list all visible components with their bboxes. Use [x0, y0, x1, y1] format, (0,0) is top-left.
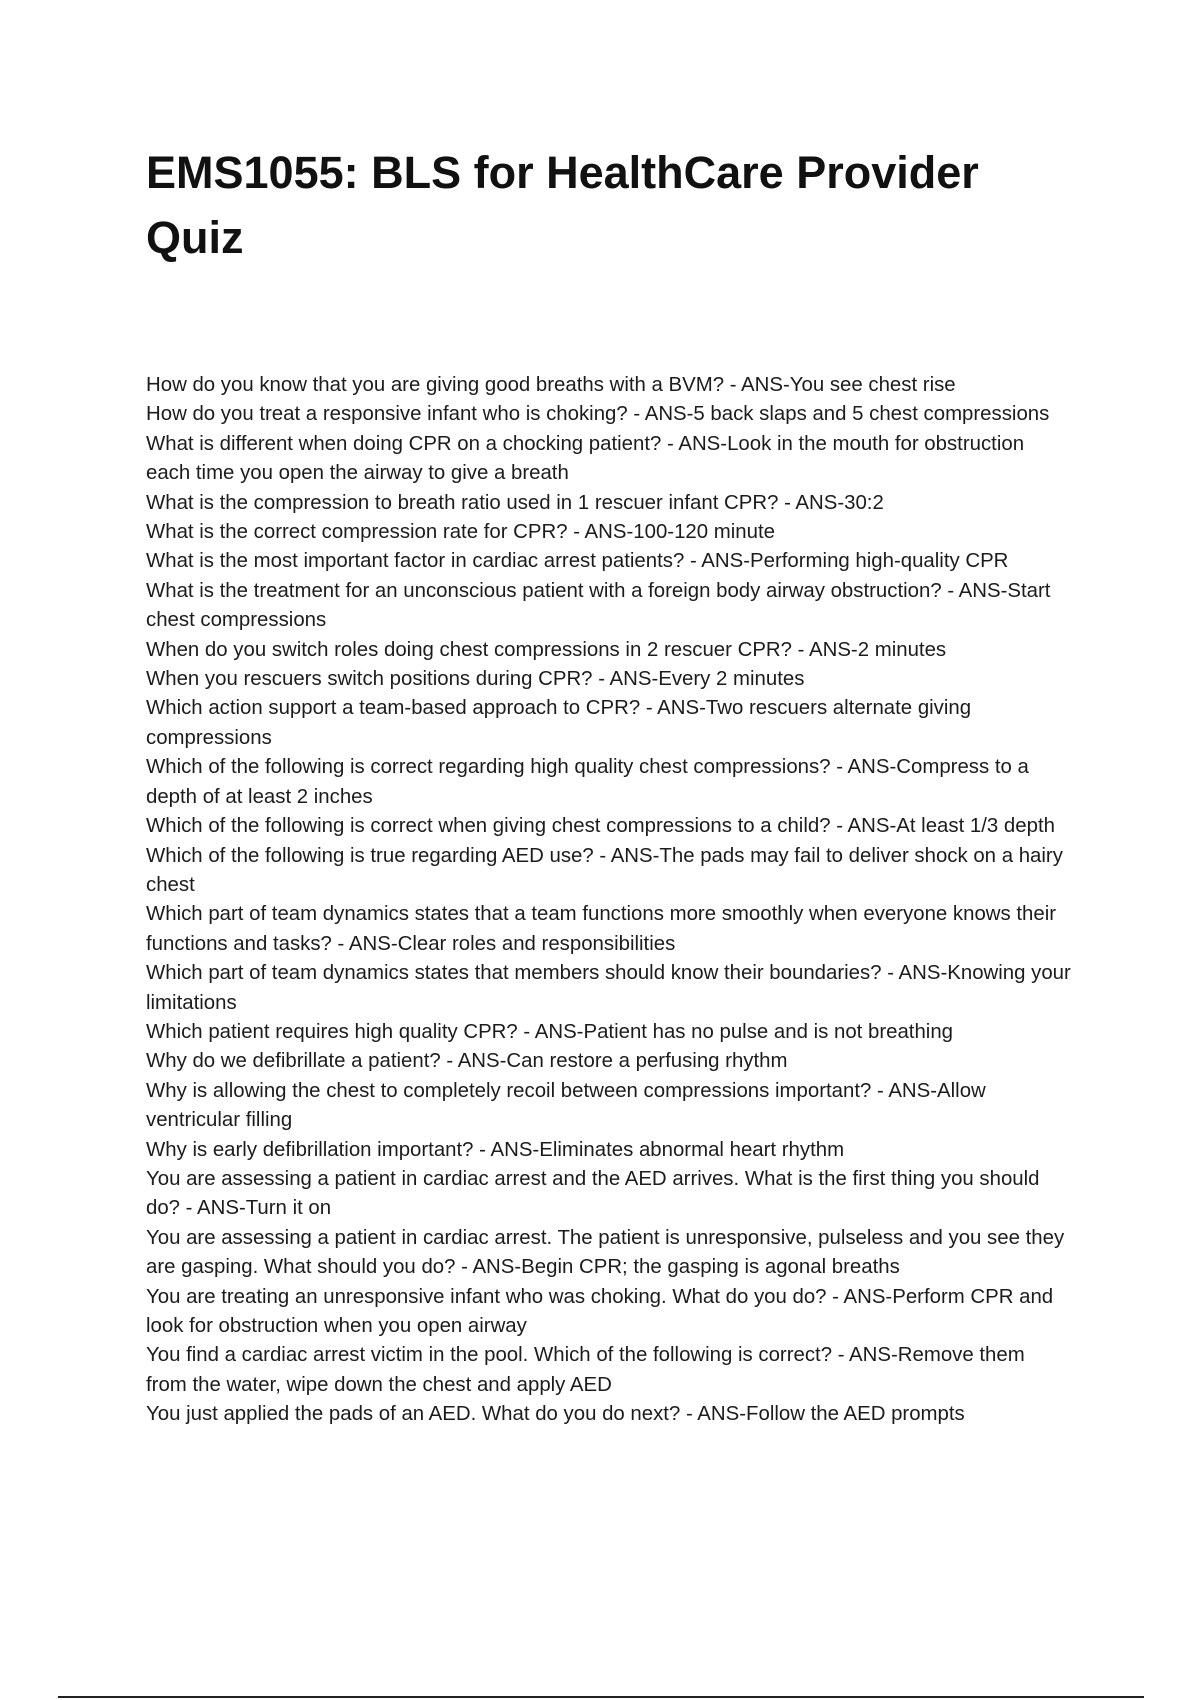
- qa-item: How do you treat a responsive infant who is choking? - ANS-5 back slaps and 5 chest compressions: [146, 403, 1050, 426]
- qa-item: Which part of team dynamics states that members should know their boundaries? - ANS-Knowing your limitations: [146, 962, 1071, 1014]
- qa-item: Why is allowing the chest to completely recoil between compressions important? - ANS-Allow ventricular filling: [146, 1079, 986, 1132]
- qa-item: What is the most important factor in cardiac arrest patients? - ANS-Performing high-quality CPR: [146, 550, 1009, 573]
- qa-item: When you rescuers switch positions during CPR? - ANS-Every 2 minutes: [146, 668, 805, 691]
- footer-divider: [58, 1696, 1144, 1698]
- qa-item: You find a cardiac arrest victim in the pool. Which of the following is correct? - ANS-Remove them from the water, wipe down the chest and apply AED: [146, 1344, 1025, 1396]
- qa-item: You are treating an unresponsive infant who was choking. What do you do? - ANS-Perform CPR and look for obstruction when you open airway: [146, 1285, 1054, 1337]
- qa-item: What is the treatment for an unconscious patient with a foreign body airway obstruction? - ANS-Start chest compressions: [146, 579, 1051, 632]
- qa-item: Which of the following is true regarding AED use? - ANS-The pads may fail to deliver shock on a hairy chest: [146, 844, 1063, 896]
- qa-item: Why do we defibrillate a patient? - ANS-Can restore a perfusing rhythm: [146, 1050, 788, 1073]
- qa-item: You are assessing a patient in cardiac arrest. The patient is unresponsive, pulseless and you see they are gasping. What should you do? - ANS-Begin CPR; the gasping is agonal breaths: [146, 1226, 1065, 1279]
- qa-item: How do you know that you are giving good breaths with a BVM? - ANS-You see chest rise: [146, 374, 956, 396]
- qa-item: When do you switch roles doing chest compressions in 2 rescuer CPR? - ANS-2 minutes: [146, 638, 947, 661]
- qa-item: Which of the following is correct when giving chest compressions to a child? - ANS-At least 1/3 depth: [146, 815, 1055, 838]
- qa-item: You just applied the pads of an AED. What do you do next? - ANS-Follow the AED prompts: [146, 1403, 965, 1426]
- qa-list: [146, 371, 1071, 1430]
- qa-item: What is different when doing CPR on a chocking patient? - ANS-Look in the mouth for obstruction each time you open the airway to give a breath: [146, 432, 1025, 485]
- qa-item: Which part of team dynamics states that a team functions more smoothly when everyone knows their functions and tasks? - ANS-Clear roles and responsibilities: [146, 903, 1057, 955]
- qa-item: Why is early defibrillation important? - ANS-Eliminates abnormal heart rhythm: [146, 1138, 845, 1161]
- qa-item: What is the correct compression rate for CPR? - ANS-100-120 minute: [146, 521, 775, 544]
- qa-item: Which of the following is correct regarding high quality chest compressions? - ANS-Compress to a depth of at least 2 inches: [146, 756, 1029, 808]
- page-title: EMS1055: BLS for HealthCare Provider Quiz: [146, 147, 979, 263]
- qa-item: Which patient requires high quality CPR? - ANS-Patient has no pulse and is not breathing: [146, 1020, 954, 1043]
- qa-item: Which action support a team-based approach to CPR? - ANS-Two rescuers alternate giving compressions: [146, 697, 972, 749]
- qa-item: What is the compression to breath ratio used in 1 rescuer infant CPR? - ANS-30:2: [146, 491, 884, 514]
- qa-item: You are assessing a patient in cardiac arrest and the AED arrives. What is the first thing you should do? - ANS-Turn it on: [146, 1167, 1040, 1220]
